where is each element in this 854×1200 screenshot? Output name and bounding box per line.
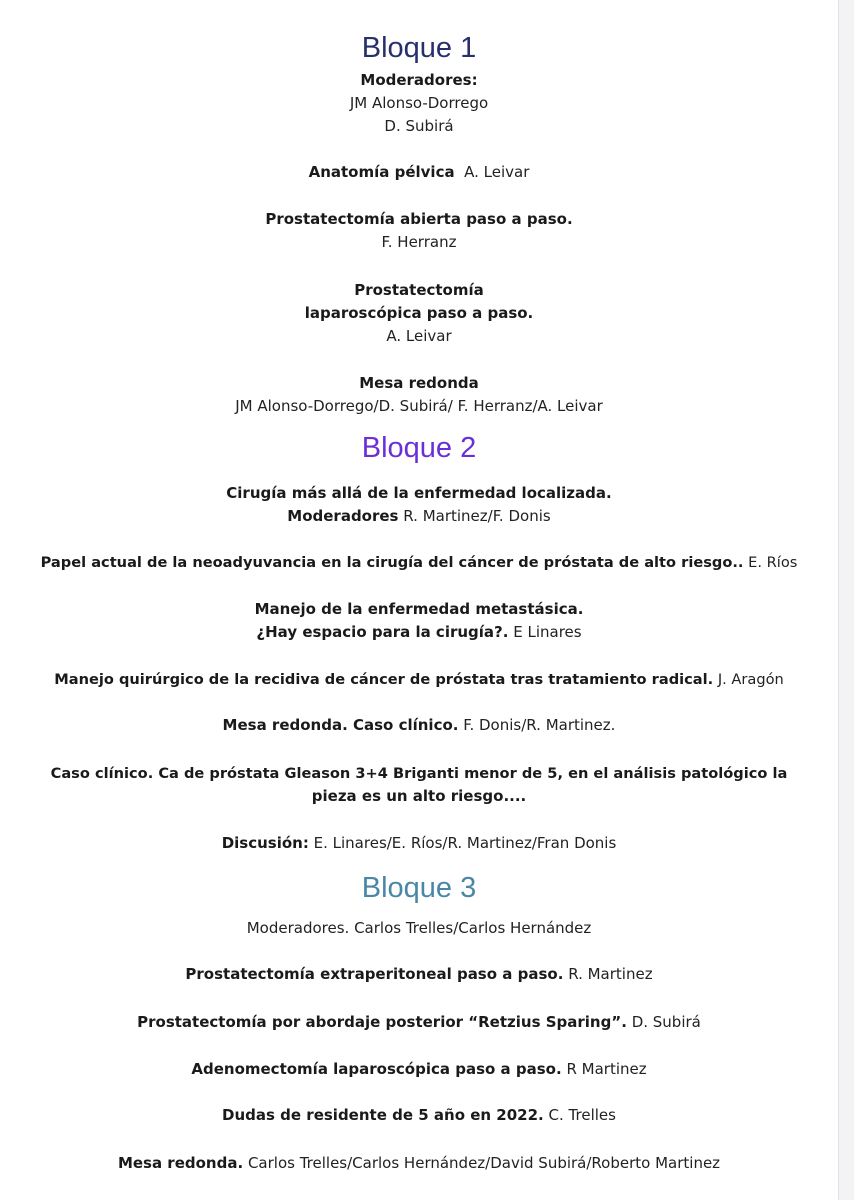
bloque-1-talk-2-speaker: F. Herranz xyxy=(381,233,457,251)
bloque-3-talk-2 xyxy=(0,1011,838,1034)
moderadores-names: R. Martinez/F. Donis xyxy=(403,507,551,525)
bloque-2-caso-line1: Caso clínico. Ca de próstata Gleason 3+4 Briganti menor de 5, en el análisis patológico la xyxy=(50,765,788,782)
discusion-label: Discusión: xyxy=(221,834,309,852)
bloque-1-moderador-2: D. Subirá xyxy=(384,117,454,135)
bloque-3-talk-4 xyxy=(0,1104,838,1127)
talk-title: Adenomectomía laparoscópica paso a paso. xyxy=(191,1060,562,1078)
bloque-2-mesa xyxy=(0,714,838,737)
talk-speaker: J. Aragón xyxy=(717,671,784,688)
talk-title: ¿Hay espacio para la cirugía?. xyxy=(256,623,509,641)
scrollbar-track[interactable] xyxy=(839,0,854,1200)
talk-title: Prostatectomía extraperitoneal paso a paso. xyxy=(185,965,564,983)
bloque-2-moderadores xyxy=(0,505,838,528)
bloque-3-heading: Bloque 3 xyxy=(361,872,477,904)
moderadores-label: Moderadores xyxy=(287,507,399,525)
bloque-2-talk-2-line2 xyxy=(0,621,838,644)
bloque-2-talk-2-title-line1: Manejo de la enfermedad metastásica. xyxy=(254,600,584,618)
talk-speaker: E Linares xyxy=(513,623,582,641)
bloque-1-talk-1 xyxy=(0,161,838,184)
bloque-2-talk-3 xyxy=(0,668,838,691)
bloque-1-talk-2-title: Prostatectomía abierta paso a paso. xyxy=(265,210,573,228)
bloque-3-moderadores: Moderadores. Carlos Trelles/Carlos Hernández xyxy=(246,919,592,937)
bloque-1-mesa-members: JM Alonso-Dorrego/D. Subirá/ F. Herranz/A. Leivar xyxy=(235,397,603,415)
talk-title: Anatomía pélvica xyxy=(308,163,455,181)
talk-speaker: E. Ríos xyxy=(748,554,798,571)
talk-title: Dudas de residente de 5 año en 2022. xyxy=(222,1106,544,1124)
mesa-title: Mesa redonda. Caso clínico. xyxy=(222,716,459,734)
talk-speaker: A. Leivar xyxy=(464,163,530,181)
bloque-1-mesa-title: Mesa redonda xyxy=(359,374,479,392)
discusion-names: E. Linares/E. Ríos/R. Martinez/Fran Donis xyxy=(313,834,617,852)
bloque-1-moderadores-label: Moderadores: xyxy=(360,71,478,89)
talk-title: Prostatectomía por abordaje posterior “Retzius Sparing”. xyxy=(137,1013,627,1031)
bloque-1-talk-3-title-line2: laparoscópica paso a paso. xyxy=(304,304,534,322)
bloque-3-talk-3 xyxy=(0,1058,838,1081)
mesa-title: Mesa redonda. xyxy=(117,1154,244,1172)
talk-speaker: C. Trelles xyxy=(548,1106,616,1124)
talk-speaker: R Martinez xyxy=(566,1060,647,1078)
bloque-2-caso-line2: pieza es un alto riesgo.... xyxy=(311,787,527,805)
bloque-1-moderador-1: JM Alonso-Dorrego xyxy=(349,94,489,112)
bloque-1-heading: Bloque 1 xyxy=(361,32,477,64)
bloque-2-intro-title: Cirugía más allá de la enfermedad localizada. xyxy=(226,484,612,502)
talk-speaker: D. Subirá xyxy=(631,1013,701,1031)
bloque-1-talk-3-title-line1: Prostatectomía xyxy=(354,281,484,299)
bloque-2-talk-1 xyxy=(0,551,838,574)
mesa-names: Carlos Trelles/Carlos Hernández/David Subirá/Roberto Martinez xyxy=(247,1154,721,1172)
talk-title: Papel actual de la neoadyuvancia en la cirugía del cáncer de próstata de alto riesgo.. xyxy=(40,554,744,571)
bloque-2-heading: Bloque 2 xyxy=(361,432,477,464)
mesa-names: F. Donis/R. Martinez. xyxy=(463,716,616,734)
bloque-3-mesa xyxy=(0,1152,838,1175)
bloque-2-discusion xyxy=(0,832,838,855)
bloque-3-talk-1 xyxy=(0,963,838,986)
talk-speaker: R. Martinez xyxy=(568,965,653,983)
bloque-1-talk-3-speaker: A. Leivar xyxy=(386,327,452,345)
talk-title: Manejo quirúrgico de la recidiva de cáncer de próstata tras tratamiento radical. xyxy=(54,671,714,688)
